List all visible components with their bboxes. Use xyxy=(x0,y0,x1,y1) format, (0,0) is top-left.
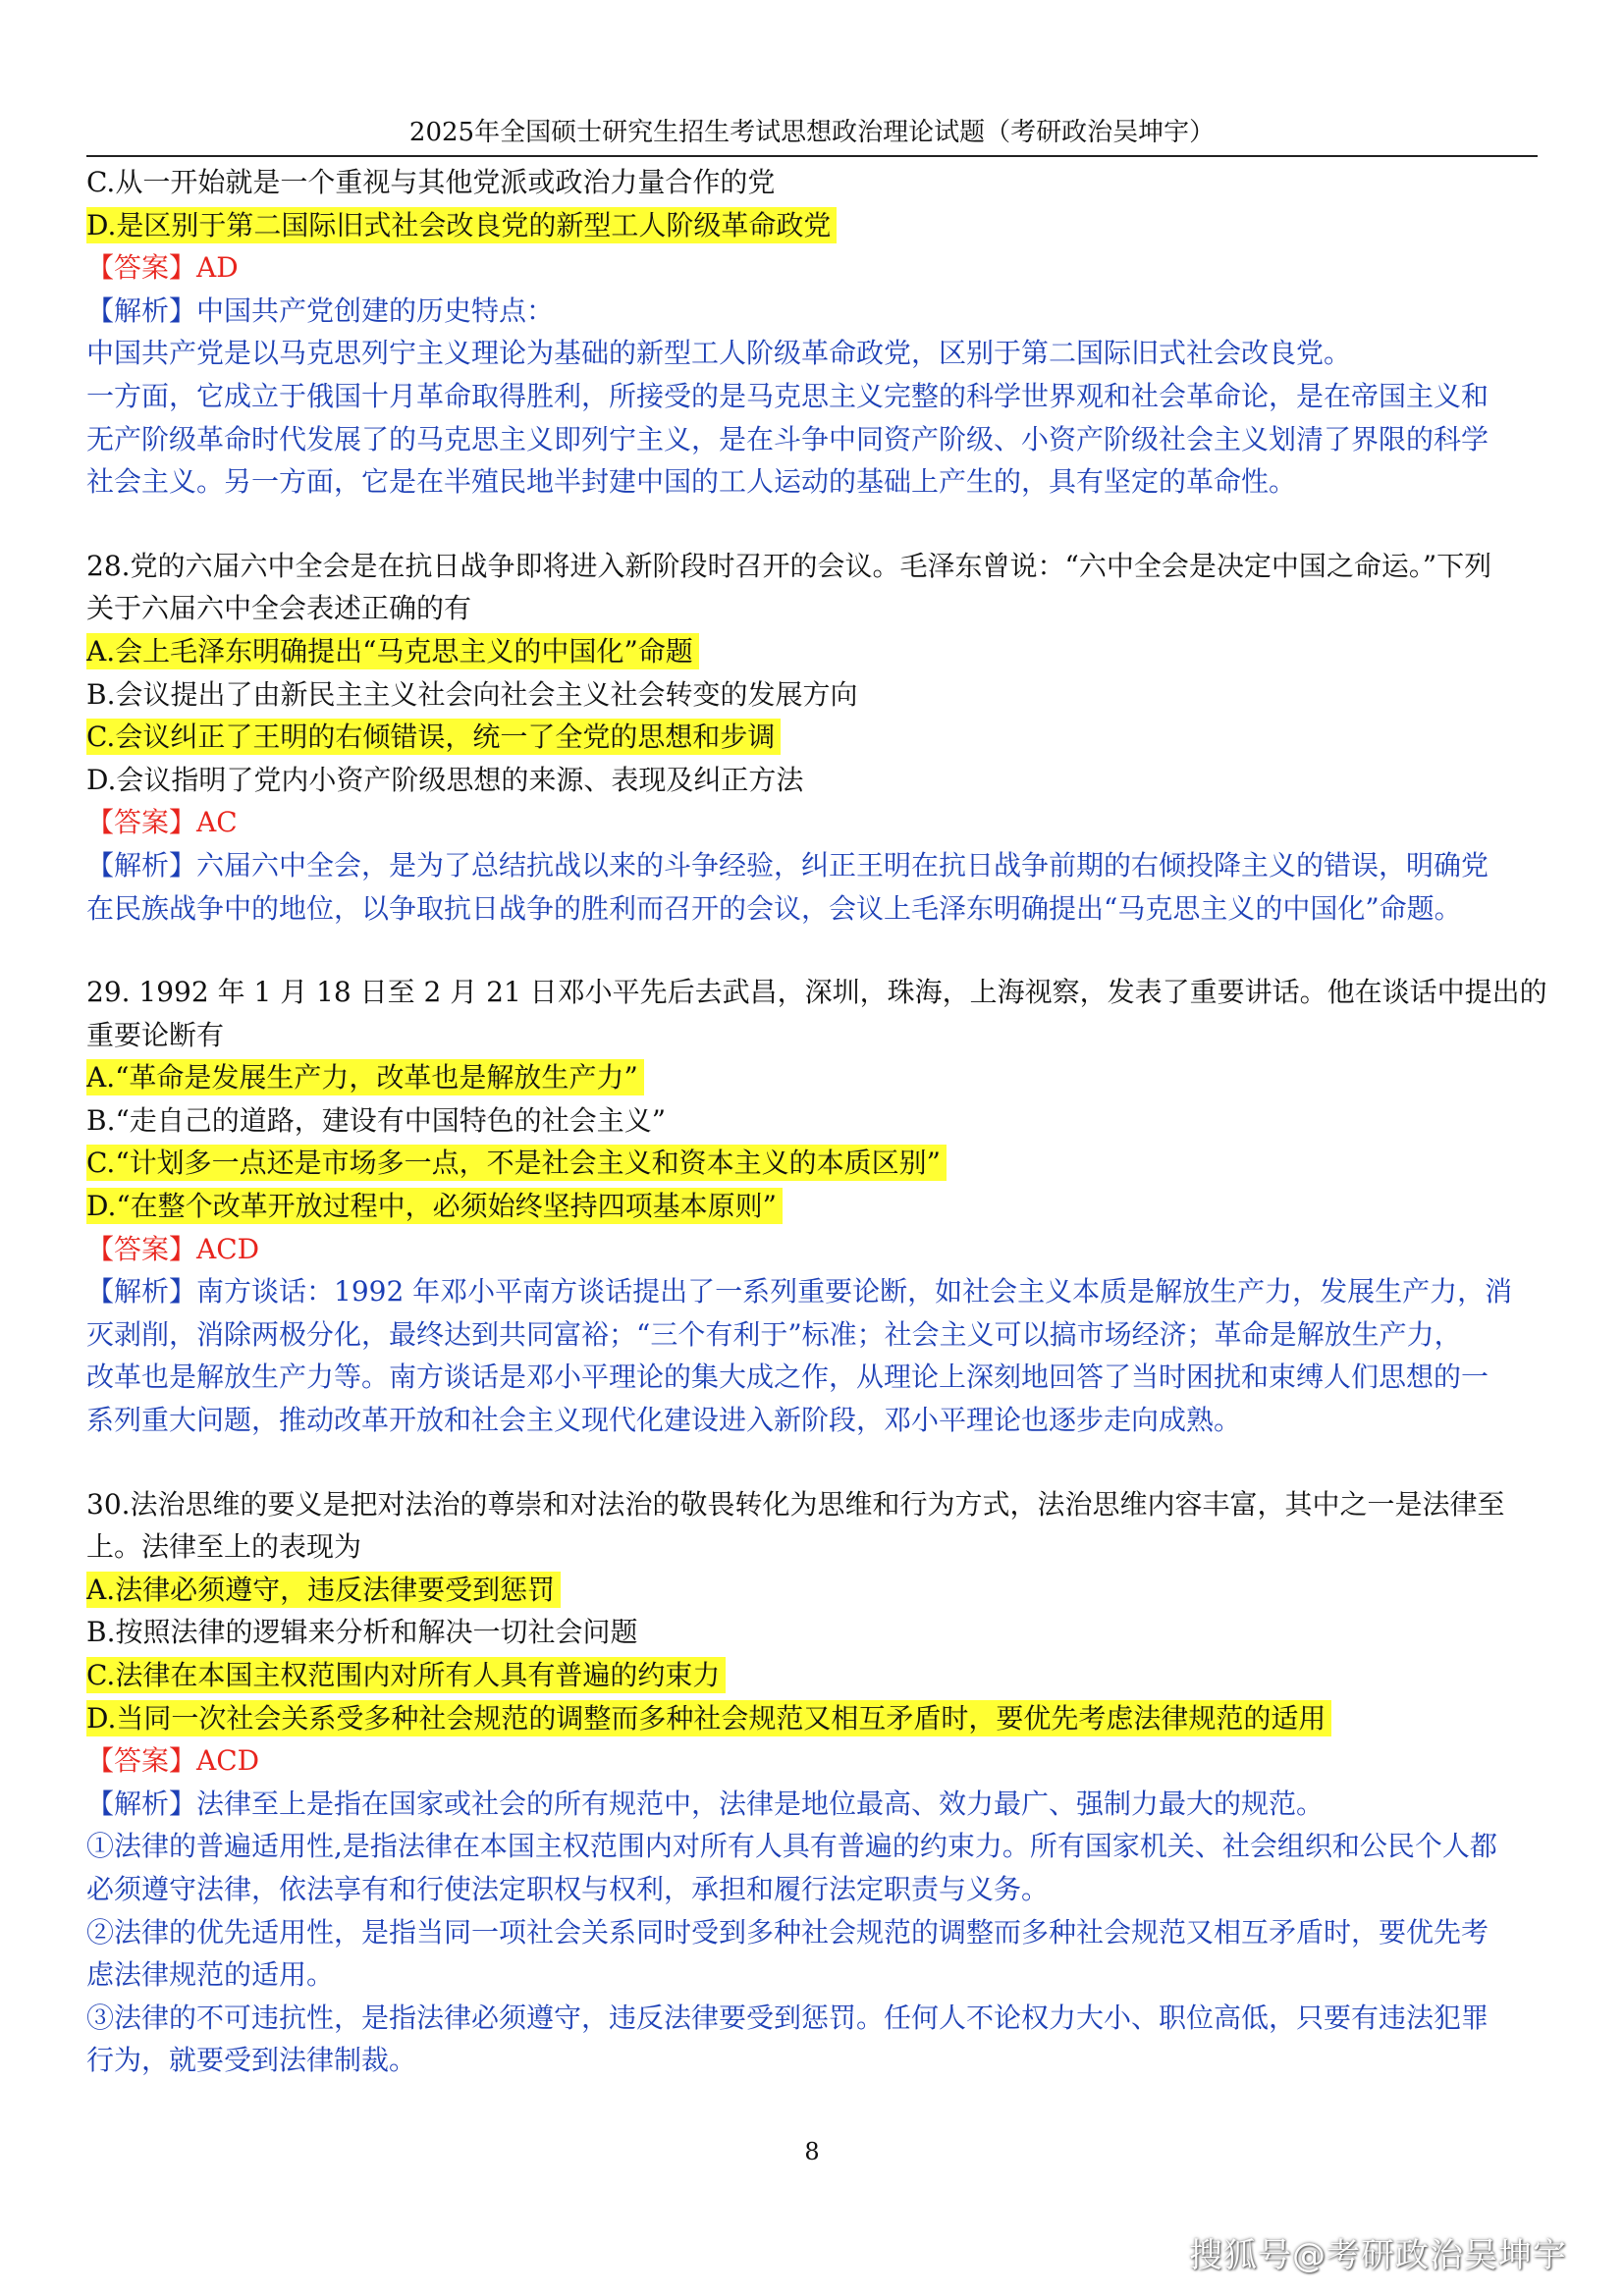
explanation-line: 【解析】六届六中全会，是为了总结抗战以来的斗争经验，纠正王明在抗日战争前期的右倾投降主义的错误，明确党 xyxy=(86,848,1489,881)
option-d: D.会议指明了党内小资产阶级思想的来源、表现及纠正方法 xyxy=(86,763,804,796)
question-29 xyxy=(86,971,1549,1442)
header-divider xyxy=(86,155,1538,157)
option-d-highlighted: D.当同一次社会关系受多种社会规范的调整而多种社会规范又相互矛盾时，要优先考虑法律规范的适用 xyxy=(86,1700,1331,1736)
option-a-highlighted: A.会上毛泽东明确提出“马克思主义的中国化”命题 xyxy=(86,633,699,669)
option-a-highlighted: A.“革命是发展生产力，改革也是解放生产力” xyxy=(86,1059,644,1095)
explanation-line: ②法律的优先适用性，是指当同一项社会关系同时受到多种社会规范的调整而多种社会规范又相互矛盾时，要优先考 xyxy=(86,1915,1489,1949)
explanation-line: 必须遵守法律，依法享有和行使法定职权与权利，承担和履行法定职责与义务。 xyxy=(86,1872,1050,1905)
answer-label: 【答案】ACD xyxy=(86,1744,260,1778)
explanation-line: 虑法律规范的适用。 xyxy=(86,1958,335,1992)
explanation-line: 社会主义。另一方面，它是在半殖民地半封建中国的工人运动的基础上产生的，具有坚定的革命性。 xyxy=(86,465,1297,499)
explanation-line: 改革也是解放生产力等。南方谈话是邓小平理论的集大成之作，从理论上深刻地回答了当时困扰和束缚人们思想的一 xyxy=(86,1361,1489,1394)
explanation-line: ①法律的普遍适用性,是指法律在本国主权范围内对所有人具有普遍的约束力。所有国家机关、社会组织和公民个人都 xyxy=(86,1830,1497,1863)
option-c-highlighted: C.“计划多一点还是市场多一点，不是社会主义和资本主义的本质区别” xyxy=(86,1145,947,1181)
option-c-highlighted: C.法律在本国主权范围内对所有人具有普遍的约束力 xyxy=(86,1657,726,1693)
page-header: 2025年全国硕士研究生招生考试思想政治理论试题（考研政治吴坤宇） xyxy=(408,118,1216,147)
question-27-tail xyxy=(86,161,1549,504)
option-c-highlighted: C.会议纠正了王明的右倾错误，统一了全党的思想和步调 xyxy=(86,719,781,755)
option-b: B.会议提出了由新民主主义社会向社会主义社会转变的发展方向 xyxy=(86,677,858,711)
option-b: B.“走自己的道路，建设有中国特色的社会主义” xyxy=(86,1103,667,1137)
answer-label: 【答案】ACD xyxy=(86,1232,260,1265)
question-stem: 关于六届六中全会表述正确的有 xyxy=(86,592,472,625)
question-stem: 28.党的六届六中全会是在抗日战争即将进入新阶段时召开的会议。毛泽东曾说：“六中全会是决定中国之命运。”下列 xyxy=(86,549,1492,582)
option-a-highlighted: A.法律必须遵守，违反法律要受到惩罚 xyxy=(86,1572,561,1608)
option-d-highlighted: D.“在整个改革开放过程中，必须始终坚持四项基本原则” xyxy=(86,1188,783,1224)
question-stem: 上。法律至上的表现为 xyxy=(86,1530,362,1564)
question-28 xyxy=(86,545,1549,930)
answer-label: 【答案】AD xyxy=(86,251,239,285)
question-stem: 重要论断有 xyxy=(86,1018,225,1051)
explanation-line: 一方面，它成立于俄国十月革命取得胜利，所接受的是马克思主义完整的科学世界观和社会革命论，是在帝国主义和 xyxy=(86,379,1489,412)
question-stem: 29. 1992 年 1 月 18 日至 2 月 21 日邓小平先后去武昌，深圳，珠海，上海视察，发表了重要讲话。他在谈话中提出的 xyxy=(86,976,1547,1009)
option-b: B.按照法律的逻辑来分析和解决一切社会问题 xyxy=(86,1616,638,1649)
explanation-line: 无产阶级革命时代发展了的马克思主义即列宁主义，是在斗争中同资产阶级、小资产阶级社会主义划清了界限的科学 xyxy=(86,422,1489,455)
page-number: 8 xyxy=(804,2138,820,2165)
watermark: 搜狐号@考研政治吴坤宇 xyxy=(1189,2236,1567,2275)
explanation-line: 在民族战争中的地位，以争取抗日战争的胜利而召开的会议，会议上毛泽东明确提出“马克思主义的中国化”命题。 xyxy=(86,891,1462,925)
explanation-line: 【解析】南方谈话：1992 年邓小平南方谈话提出了一系列重要论断，如社会主义本质是解放生产力，发展生产力，消 xyxy=(86,1275,1513,1308)
option-c: C.从一开始就是一个重视与其他党派或政治力量合作的党 xyxy=(86,166,776,198)
explanation-line: 【解析】中国共产党创建的历史特点： xyxy=(86,294,555,327)
question-stem: 30.法治思维的要义是把对法治的尊崇和对法治的敬畏转化为思维和行为方式，法治思维内容丰富，其中之一是法律至 xyxy=(86,1487,1505,1521)
explanation-line: 灭剥削，消除两极分化，最终达到共同富裕；“三个有利于”标准；社会主义可以搞市场经济；革命是解放生产力， xyxy=(86,1317,1462,1351)
option-d-highlighted: D.是区别于第二国际旧式社会改良党的新型工人阶级革命政党 xyxy=(86,207,837,243)
answer-label: 【答案】AC xyxy=(86,806,238,839)
explanation-line: 中国共产党是以马克思列宁主义理论为基础的新型工人阶级革命政党，区别于第二国际旧式社会改良党。 xyxy=(86,337,1352,370)
explanation-line: 【解析】法律至上是指在国家或社会的所有规范中，法律是地位最高、效力最广、强制力最大的规范。 xyxy=(86,1787,1325,1820)
explanation-line: 行为，就要受到法律制裁。 xyxy=(86,2044,417,2077)
page-content xyxy=(86,161,1549,2082)
explanation-line: 系列重大问题，推动改革开放和社会主义现代化建设进入新阶段，邓小平理论也逐步走向成熟。 xyxy=(86,1404,1242,1437)
explanation-line: ③法律的不可违抗性，是指法律必须遵守，违反法律要受到惩罚。任何人不论权力大小、职位高低，只要有违法犯罪 xyxy=(86,2001,1489,2034)
question-30 xyxy=(86,1483,1549,2082)
